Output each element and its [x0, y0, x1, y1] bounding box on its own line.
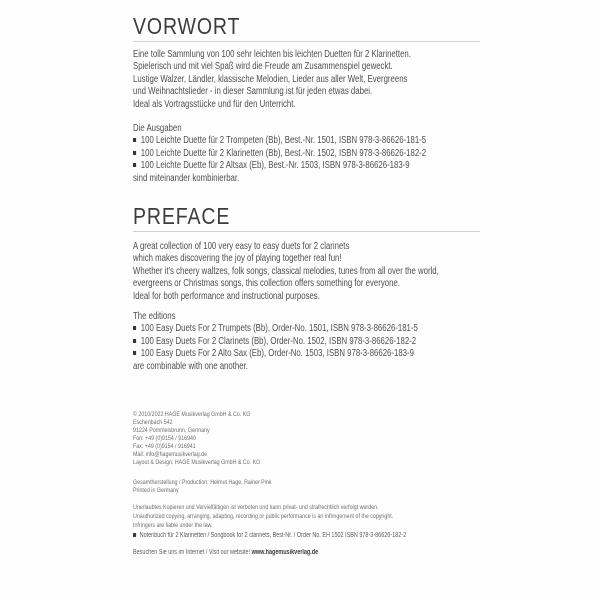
legal-line: Infringers are liable under the law.	[133, 522, 213, 529]
edition-item-text: 100 Easy Duets For 2 Trumpets (Bb), Order-No. 1501, ISBN 978-3-86626-181-5	[140, 323, 418, 335]
layout-design-line: Layout & Design: HAGE Musikverlag GmbH & Co. KG	[133, 459, 261, 466]
printed-in-line: Printed in Germany	[133, 487, 179, 494]
vorwort-heading-divider	[133, 41, 480, 42]
edition-item-text: 100 Leichte Duette für 2 Klarinetten (Bb), Best.-Nr. 1502, ISBN 978-3-86626-182-2	[140, 147, 427, 159]
legal-line: Unerlaubtes Kopieren und Vervielfältigen ist verboten und kann privat- und strafrechtlich verfolgt werden.	[133, 504, 379, 511]
editions-footer: are combinable with one another.	[133, 360, 248, 372]
legal-line: Unauthorized copying, arranging, adapting, recording or public performance is an infringement of the copyright.	[133, 513, 394, 520]
paragraph-line: Whether it's cheery waltzes, folk songs, classical melodies, tunes from all over the world,	[133, 265, 439, 277]
paragraph-line: und Weihnachtslieder - in dieser Sammlung ist für jeden etwas dabei.	[133, 86, 373, 98]
preface-editions-list	[133, 311, 418, 373]
address-line: 91224 Pommelsbrunn, Germany	[133, 427, 210, 434]
paragraph-line: Ideal als Vortragsstücke und für den Unterricht.	[133, 98, 296, 110]
edition-list-item	[133, 348, 414, 360]
product-reference-text: Notenbuch für 2 Klarinetten / Songbook for 2 clarinets, Best-Nr. / Order No. EH 1502 ISBN 978-3-86626-182-2	[139, 532, 407, 539]
preface-heading: PREFACE	[133, 203, 231, 229]
website-invite-text: Besuchen Sie uns im Internet / Visit our website!	[133, 549, 252, 556]
vorwort-paragraph	[133, 49, 411, 111]
edition-item-text: 100 Easy Duets For 2 Clarinets (Bb), Order-No. 1502, ISBN 978-3-86626-182-2	[140, 335, 417, 347]
editions-footer: sind miteinander kombinierbar.	[133, 172, 240, 184]
mail-line: Mail: info@hagemusikverlag.de	[133, 451, 208, 458]
preface-heading-divider	[133, 231, 480, 232]
bullet-square-icon	[133, 339, 136, 343]
paragraph-line: Spielerisch und mit viel Spaß wird die Freude am Zusammenspiel geweckt.	[133, 61, 393, 73]
edition-list-item	[133, 160, 410, 172]
paragraph-line: which makes discovering the joy of playing together real fun!	[133, 253, 342, 265]
imprint-legal-block	[133, 503, 404, 530]
vorwort-section-heading	[133, 13, 480, 40]
bullet-square-icon	[133, 138, 136, 142]
copyright-line: © 2010/2022 HAGE Musikverlag GmbH & Co. KG	[133, 411, 251, 418]
bullet-square-icon	[133, 533, 136, 537]
paragraph-line: Ideal for both performance and instructional purposes.	[133, 290, 320, 302]
bullet-square-icon	[133, 326, 136, 330]
website-url: www.hagemusikverlag.de	[251, 549, 319, 556]
address-line: Eschenbach 542	[133, 419, 173, 426]
preface-section-heading	[133, 203, 480, 230]
edition-list-item	[133, 135, 427, 147]
paragraph-line: Lustige Walzer, Ländler, klassische Melodien, Lieder aus aller Welt, Evergreens	[133, 73, 408, 85]
product-reference-line	[133, 531, 407, 540]
editions-label: Die Ausgaben	[133, 123, 182, 134]
website-line	[133, 548, 404, 557]
paragraph-line: evergreens or Christmas songs, this collection offers something for everyone.	[133, 278, 400, 290]
paragraph-line: Eine tolle Sammlung von 100 sehr leichten bis leichten Duetten für 2 Klarinetten.	[133, 49, 411, 60]
edition-list-item	[133, 147, 427, 160]
edition-item-text: 100 Easy Duets For 2 Alto Sax (Eb), Order-No. 1503, ISBN 978-3-86626-183-9	[140, 348, 414, 360]
preface-paragraph	[133, 241, 439, 303]
vorwort-heading: VORWORT	[133, 13, 241, 39]
paragraph-line: A great collection of 100 very easy to easy duets for 2 clarinets	[133, 241, 350, 252]
bullet-square-icon	[133, 151, 136, 155]
edition-item-text: 100 Leichte Duette für 2 Trompeten (Bb), Best.-Nr. 1501, ISBN 978-3-86626-181-5	[140, 135, 427, 147]
production-line: Gesamtherstellung / Production: Helmut Hage, Rainer Pink	[133, 479, 272, 486]
edition-list-item	[133, 323, 418, 335]
vorwort-editions-list	[133, 123, 427, 185]
bullet-square-icon	[133, 163, 136, 167]
imprint-copyright-block	[133, 411, 404, 467]
bullet-square-icon	[133, 351, 136, 355]
phone-line: Fon: +49 (0)9154 / 916940	[133, 435, 196, 442]
editions-label: The editions	[133, 311, 176, 322]
fax-line: Fax: +49 (0)9154 / 916941	[133, 443, 196, 450]
edition-list-item	[133, 335, 417, 348]
imprint-production-block	[133, 479, 404, 495]
edition-item-text: 100 Leichte Duette für 2 Altsax (Eb), Best.-Nr. 1503, ISBN 978-3-86626-183-9	[140, 160, 410, 172]
